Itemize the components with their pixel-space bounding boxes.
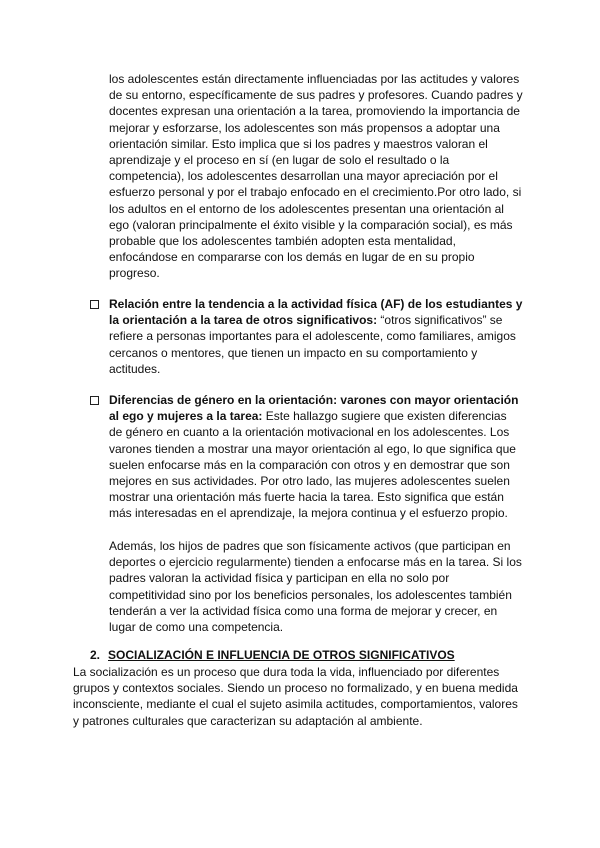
checkbox-bullet-icon — [90, 300, 99, 309]
text-line: padres valoran la actividad física y participan en ella no solo por — [109, 571, 450, 586]
text-line: cercanos o mentores, que tienen un impacto en su comportamiento y — [109, 345, 478, 360]
text-line: grupos y contextos sociales. Siendo un proceso no formalizado, y en buena medida — [73, 681, 518, 696]
text-line: de género en cuanto a la orientación motivacional en los adolescentes. Los — [109, 425, 510, 440]
text-line: competencia), los adolescentes desarrollan una mayor apreciación por el — [109, 169, 498, 184]
text-line: mejorar y esforzarse, los adolescentes son más propensos a adoptar una — [109, 120, 500, 135]
text-line: varones tienden a mostrar una mayor orientación al ego, lo que significa que — [109, 441, 516, 456]
text-line: más interesadas en el aprendizaje, la mejora continua y el esfuerzo propio. — [109, 506, 508, 521]
intro-paragraph — [109, 71, 527, 282]
text-line: mostrar una orientación más fuerte hacia la tarea. Esto significa que están — [109, 490, 504, 505]
text-line: Además, los hijos de padres que son físicamente activos (que participan en — [109, 539, 511, 553]
section2-paragraph — [73, 664, 533, 729]
text-line: de su entorno, específicamente de sus padres y profesores. Cuando padres y — [109, 88, 523, 103]
text-line: inconsciente, mediante el cual el sujeto asimila actitudes, comportamientos, valores — [73, 697, 518, 712]
text-line: actitudes. — [109, 361, 161, 376]
text-line: La socialización es un proceso que dura toda la vida, influenciado por diferentes — [73, 665, 500, 679]
section-heading — [90, 647, 455, 663]
text-line: competitividad sino por los beneficios personales, los adolescentes también — [109, 587, 512, 602]
text-line: orientación similar. Esto implica que si los padres y maestros valoran el — [109, 136, 488, 151]
text-line: tenderán a ver la actividad física como una forma de mejorar y crecer, en — [109, 603, 498, 618]
text-line: mejores en sus actividades. Por otro lado, las mujeres adolescentes suelen — [109, 474, 510, 489]
text-line: los adolescentes están directamente influenciadas por las actitudes y valores — [109, 72, 520, 86]
text-line: probable que los adolescentes también adopten esta mentalidad, — [109, 234, 456, 249]
text-line: lugar de como una competencia. — [109, 620, 284, 635]
text-line: aprendizaje y el proceso en sí (en lugar de solo el resultado o la — [109, 153, 450, 168]
section-title: SOCIALIZACIÓN E INFLUENCIA DE OTROS SIGNIFICATIVOS — [108, 648, 455, 662]
bullet-heading: la orientación a la tarea de otros significativos: — [109, 313, 378, 328]
bullet-item-physical-activity — [109, 296, 527, 377]
text-line: y patrones culturales que caracterizan su adaptación al ambiente. — [73, 713, 423, 728]
text-line: Este hallazgo sugiere que existen diferencias — [262, 409, 507, 424]
checkbox-bullet-icon — [90, 396, 99, 405]
text-line: suelen enfocarse más en la comparación con otros y en demostrar que son — [109, 457, 510, 472]
text-line: “otros significativos” se — [377, 313, 503, 328]
bullet-heading: Relación entre la tendencia a la actividad física (AF) de los estudiantes y — [109, 297, 523, 311]
section-number: 2. — [90, 648, 101, 662]
text-line: enfocándose en compararse con los demás en lugar de en su propio — [109, 250, 475, 265]
text-line: ego (valoran principalmente el éxito visible y la comparación social), es más — [109, 217, 513, 232]
bullet-heading: Diferencias de género en la orientación: varones con mayor orientación — [109, 393, 519, 407]
bullet-heading: al ego y mujeres a la tarea: — [109, 409, 263, 424]
text-line: esfuerzo personal y por el trabajo enfocado en el crecimiento.Por otro lado, si — [109, 185, 522, 200]
bullet2-paragraph-2 — [109, 538, 527, 635]
text-line: progreso. — [109, 266, 160, 281]
text-line: los adultos en el entorno de los adolescentes presentan una orientación al — [109, 201, 504, 216]
text-line: deportes o ejercicio regularmente) tienden a enfocarse más en la tarea. Si los — [109, 555, 522, 570]
text-line: refiere a personas importantes para el adolescente, como familiares, amigos — [109, 329, 516, 344]
text-line: docentes expresan una orientación a la tarea, promoviendo la importancia de — [109, 104, 520, 119]
bullet-item-gender-differences — [109, 392, 527, 522]
